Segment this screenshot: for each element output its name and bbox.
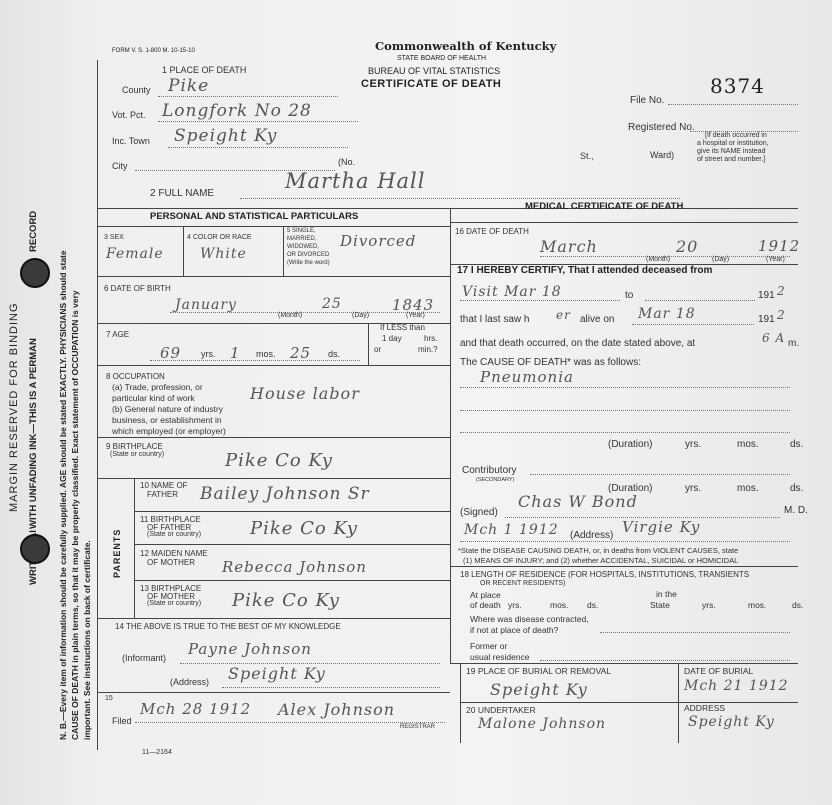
note-line-1: N. B.—Every item of information should be carefully supplied. AGE should be stated EXACTLY. PHYSICIANS should state [58,250,68,740]
registered-no-label: Registered No. [628,122,695,133]
death-month: March [540,237,598,256]
age-years: 69 [160,344,182,362]
registrar-label: REGISTRAR [400,724,436,730]
signed-label: (Signed) [460,507,498,518]
cause-value: Pneumonia [480,368,574,386]
note-line-2: CAUSE OF DEATH in plain terms, so that it may be properly classified. Exact statement of OCCUPATION is very [70,290,80,740]
filed-label: Filed [112,716,132,726]
county-value: Pike [168,76,210,96]
death-time: 6 A [762,331,786,345]
occupation-label: 8 OCCUPATION [106,372,165,381]
marital-value: Divorced [340,232,417,250]
footnote-2: (1) MEANS OF INJURY; and (2) whether ACCIDENTAL, SUICIDAL or HOMICIDAL [463,556,739,565]
board-title: STATE BOARD OF HEALTH [397,55,487,62]
mother-birthplace-value: Pike Co Ky [232,590,340,611]
father-birthplace-label: 11 BIRTHPLACE [140,515,201,524]
attended-from: Visit Mar 18 [462,284,562,300]
dob-month-word: (Month) [278,312,303,319]
undertaker-address-value: Speight Ky [688,714,775,730]
street-no-label: (No. [338,157,356,167]
true-statement: 14 THE ABOVE IS TRUE TO THE BEST OF MY KNOWLEDGE [115,622,341,631]
dob-month: January [175,297,237,313]
physician-signature: Chas W Bond [518,492,638,511]
vot-pct-label: Vot. Pct. [112,110,146,120]
contributory-label: Contributory [462,465,517,476]
footer-code: 11—2164 [142,749,172,756]
full-name-label: 2 FULL NAME [150,188,215,199]
certificate-page: MARGIN RESERVED FOR BINDING WITH UNFADING INK—THIS IS A PERMAN RECORD N. B.—Every item of information should be carefully supplied. AGE should be stated EXACTLY. PHYSICIANS should state CAUSE OF DEATH in plain terms, so that it may be properly classified. Exact statement of OCCUPATION is very important. See instructions on back of certificate. FORM V. S. 1-800 M. 10-15-10 Commonwealth of Kentucky STATE BOARD OF HEALTH BUREAU OF VITAL STATISTICS CERTIFICATE OF DEATH File No. 8374 Registered No. [If death occurred in a hospital or institution, give its NAME instead of street and number.] 1 PLACE OF DEATH County Pike Vot. Pct. Longfork No 28 Inc. Town Speight Ky City (No. St., Ward) 2 FULL NAME Martha Hall PERSONAL AND STATISTICAL PARTICULARS MEDICAL CERTIFICATE OF DEATH 3 SEX Female 4 COLOR OR RACE White 5 SINGLE, MARRIED, WIDOWED, OR DIVORCED (Write the word) Divorced 6 DATE OF BIRTH January 25 1843 (Month) (Day) (Year) 7 AGE 69 yrs. 1 mos. 25 ds. If LESS than 1 day hrs. or min.? 8 OCCUPATION (a) Trade, profession, or particular kind of work (b) General nature of industry business, or establishment in which employed (or employer) House labor 9 BIRTHPLACE (State or country) Pike Co Ky PARENTS 10 NAME OF FATHER Bailey Johnson Sr 11 BIRTHPLACE OF FATHER (State or country) Pike Co Ky 12 MAIDEN NAME OF MOTHER Rebecca Johnson 13 BIRTHPLACE OF MOTHER (State or country) Pike Co Ky 14 THE ABOVE IS TRUE TO THE BEST OF MY KNOWLEDGE (Informant) Payne Johnson (Address) Speight Ky 15 Filed Mch 28 1912 Alex Johnson REGISTRAR 11—2164 16 DATE OF DEATH March 20 1912 (Month) (Day) (Year) 17 I HEREBY CERTIFY, That I attended deceased from Visit Mar 18 to 191 2 that I last saw h er alive on Mar 18 191 2 and that death occurred, on the date stated above, at 6 A m. The CAUSE OF DEATH* was as follows: Pneumonia (Duration) yrs. mos. ds. Contributory (SECONDARY) (Duration) yrs. mos. ds. (Signed) Chas W Bond M. D. Mch 1 1912 (Address) Virgie Ky *State the DISEASE CAUSING DEATH, or, in deaths from VIOLENT CAUSES, state (1) MEANS OF INJURY; and (2) whether ACCIDENTAL, SUICIDAL or HOMICIDAL 18 LENGTH OF RESIDENCE (FOR HOSPITALS, INSTITUTIONS, TRANSIENTS OR RECENT RESIDENTS) At place of death yrs. mos. ds. in the State yrs. mos. ds. Where was disease contracted, if not at place of death? Former or usual residence 19 PLACE OF BURIAL OR REMOVAL Speight Ky DATE OF BURIAL Mch 21 1912 20 UNDERTAKER Malone Johnson ADDRESS Speight Ky [0,0,832,805]
record-text: RECORD [28,210,39,252]
city-label: City [112,161,128,171]
ward-label: Ward) [650,150,675,160]
undertaker-address-label: ADDRESS [684,703,726,713]
mother-birthplace-label: 13 BIRTHPLACE [140,584,202,593]
file-no-label: File No. [630,95,665,106]
undertaker-label: 20 UNDERTAKER [466,705,536,715]
color-value: White [200,246,247,262]
death-day: 20 [676,237,699,256]
residence-label: 18 LENGTH OF RESIDENCE (FOR HOSPITALS, INSTITUTIONS, TRANSIENTS [460,570,750,579]
mother-name-label: 12 MAIDEN NAME [140,549,208,558]
footnote-1: *State the DISEASE CAUSING DEATH, or, in deaths from VIOLENT CAUSES, state [458,546,739,555]
personal-heading: PERSONAL AND STATISTICAL PARTICULARS [150,211,359,222]
physician-address: Virgie Ky [622,518,701,536]
place-of-death-label: 1 PLACE OF DEATH [162,65,247,75]
county-label: County [122,85,151,95]
duration-label: (Duration) [608,439,653,450]
mother-name-value: Rebecca Johnson [222,558,367,576]
father-name-label: 10 NAME OF [140,481,188,490]
age-months: 1 [230,344,241,362]
note-line-3: important. See instructions on back of certificate. [82,540,92,740]
informant-value: Payne Johnson [188,640,312,658]
undertaker-value: Malone Johnson [478,716,607,732]
informant-label: (Informant) [122,653,167,663]
death-occurred-label: and that death occurred, on the date stated above, at [460,338,696,349]
dob-day: 25 [322,296,342,312]
date-of-burial-label: DATE OF BURIAL [684,666,754,676]
if-less-label: If LESS than [380,323,425,332]
vot-pct-value: Longfork No 28 [162,101,312,121]
inc-town-value: Speight Ky [174,126,278,146]
form-number: FORM V. S. 1-800 M. 10-15-10 [112,48,195,54]
burial-place-value: Speight Ky [490,680,588,699]
dob-label: 6 DATE OF BIRTH [104,284,171,293]
commonwealth-title: Commonwealth of Kentucky [375,39,557,53]
signed-date: Mch 1 1912 [464,522,559,538]
occupation-value: House labor [250,384,360,403]
birthplace-label: 9 BIRTHPLACE [106,442,163,451]
age-label: 7 AGE [106,330,130,339]
marital-label: 5 SINGLE, [287,228,316,234]
medical-heading: MEDICAL CERTIFICATE OF DEATH [525,201,684,212]
dob-day-word: (Day) [352,312,370,319]
color-label: 4 COLOR OR RACE [187,234,252,241]
hospital-note: [If death occurred in [705,132,767,139]
sex-label: 3 SEX [104,234,124,241]
unfading-ink-text: WITH UNFADING INK—THIS IS A PERMAN [28,338,39,529]
file-number-stamp: 8374 [710,74,765,98]
bureau-title: BUREAU OF VITAL STATISTICS [368,66,501,76]
father-birthplace-value: Pike Co Ky [250,518,358,539]
dob-year-word: (Year) [406,312,425,319]
binding-margin-text: MARGIN RESERVED FOR BINDING [8,302,20,512]
informant-address-value: Speight Ky [228,664,326,683]
left-border [97,60,98,750]
parents-label: PARENTS [112,528,122,578]
death-year: 1912 [758,237,801,255]
age-days: 25 [290,344,312,362]
birthplace-value: Pike Co Ky [225,450,333,471]
street-label: St., [580,151,594,161]
inc-town-label: Inc. Town [112,136,150,146]
certify-statement: 17 I HEREBY CERTIFY, That I attended deceased from [457,265,713,276]
punch-hole-icon [20,534,50,564]
sex-value: Female [106,246,164,262]
last-saw-date: Mar 18 [638,306,696,322]
punch-hole-icon [20,258,50,288]
dob-year: 1843 [392,296,435,314]
burial-place-label: 19 PLACE OF BURIAL OR REMOVAL [466,666,612,676]
last-saw-label: that I last saw h [460,314,530,325]
full-name-value: Martha Hall [285,169,426,193]
certificate-title: CERTIFICATE OF DEATH [361,78,502,90]
father-name-value: Bailey Johnson Sr [200,484,370,504]
address-label: (Address) [170,677,210,687]
date-of-death-label: 16 DATE OF DEATH [455,227,529,236]
registrar-signature: Alex Johnson [278,700,396,719]
cause-label: The CAUSE OF DEATH* was as follows: [460,357,641,368]
filed-date: Mch 28 1912 [140,700,252,718]
date-of-burial-value: Mch 21 1912 [684,678,789,694]
